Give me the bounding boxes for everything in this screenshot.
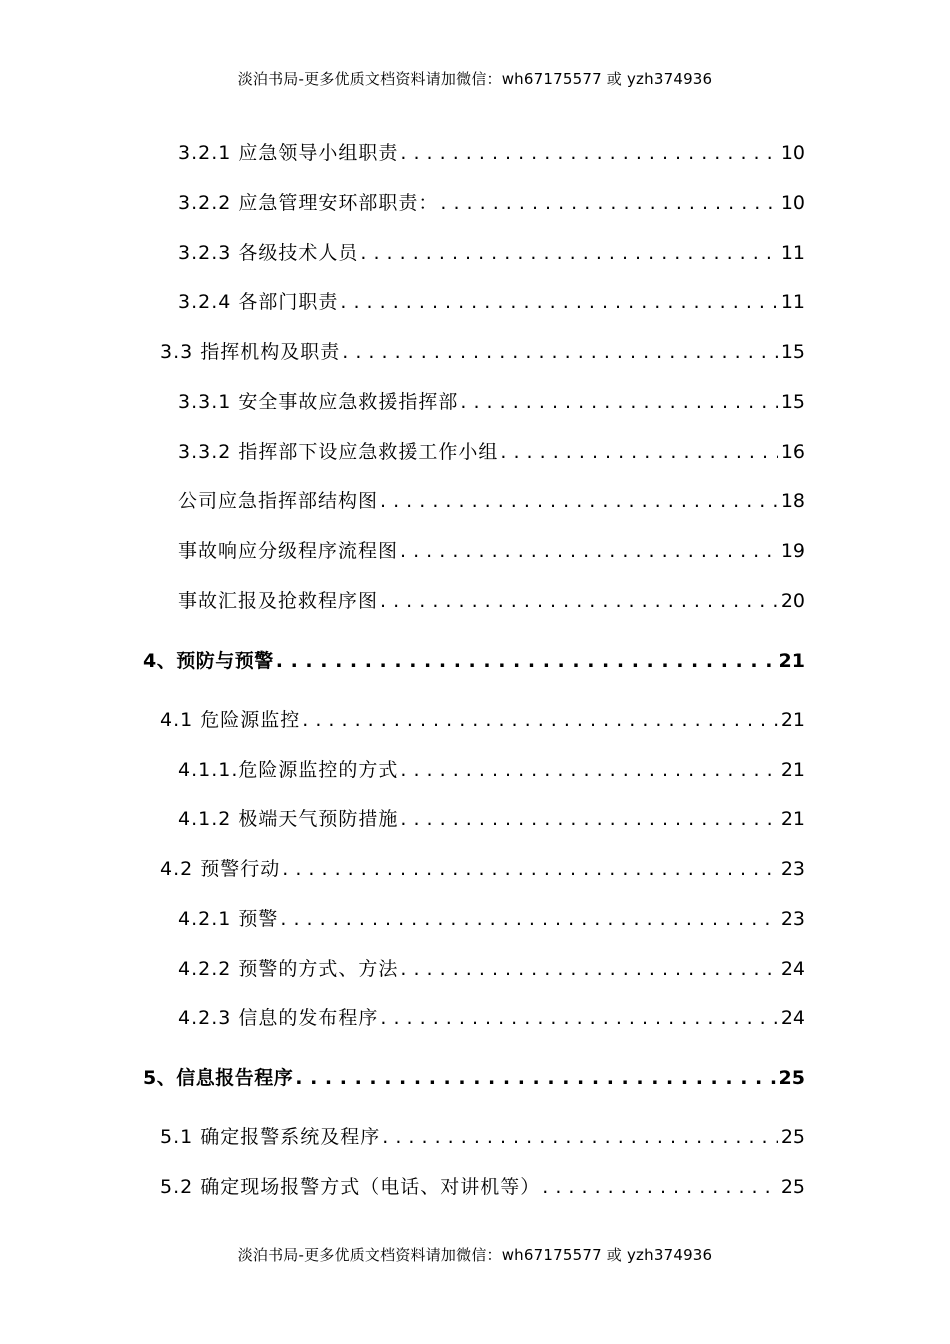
- toc-entry-title: 5、信息报告程序: [143, 1067, 294, 1089]
- toc-dot-leader: [340, 291, 777, 313]
- toc-dot-leader: [400, 540, 778, 562]
- footer-banner: 淡泊书局-更多优质文档资料请加微信：wh67175577 或 yzh374936: [237, 1246, 713, 1264]
- toc-dot-leader: [460, 391, 777, 413]
- toc-entry[interactable]: [178, 188, 805, 215]
- toc-entry[interactable]: [178, 804, 805, 831]
- toc-dot-leader: [500, 441, 777, 463]
- toc-dot-leader: [276, 650, 776, 672]
- toc-entry-title: 5.2 确定现场报警方式（电话、对讲机等）: [160, 1176, 541, 1198]
- toc-entry[interactable]: [143, 646, 805, 673]
- toc-entry[interactable]: [178, 586, 805, 613]
- toc-entry-title: 4.2.3 信息的发布程序: [178, 1007, 379, 1029]
- toc-dot-leader: [380, 490, 778, 512]
- toc-entry-title: 3.2.3 各级技术人员: [178, 242, 359, 264]
- toc-dot-leader: [440, 192, 777, 214]
- toc-entry-title: 5.1 确定报警系统及程序: [160, 1126, 381, 1148]
- toc-entry-title: 4、预防与预警: [143, 650, 274, 672]
- toc-entry-page-number: 11: [780, 291, 805, 313]
- toc-entry-page-number: 21: [778, 650, 805, 672]
- toc-dot-leader: [380, 590, 778, 612]
- toc-entry-title: 4.1.2 极端天气预防措施: [178, 808, 399, 830]
- toc-entry-page-number: 10: [780, 142, 805, 164]
- header-banner: 淡泊书局-更多优质文档资料请加微信：wh67175577 或 yzh374936: [237, 70, 713, 88]
- toc-entry-page-number: 24: [780, 958, 805, 980]
- toc-entry-title: 4.1 危险源监控: [160, 709, 301, 731]
- toc-entry-title: 3.3.1 安全事故应急救援指挥部: [178, 391, 459, 413]
- toc-dot-leader: [280, 908, 777, 930]
- toc-dot-leader: [382, 1126, 778, 1148]
- toc-entry-page-number: 24: [780, 1007, 805, 1029]
- toc-entry[interactable]: [178, 1003, 805, 1030]
- toc-dot-leader: [360, 242, 777, 264]
- toc-entry-page-number: 23: [780, 908, 805, 930]
- toc-dot-leader: [400, 808, 777, 830]
- toc-entry[interactable]: [160, 854, 805, 881]
- toc-entry[interactable]: [178, 954, 805, 981]
- toc-entry[interactable]: [178, 755, 805, 782]
- toc-entry-page-number: 21: [780, 759, 805, 781]
- toc-entry[interactable]: [178, 138, 805, 165]
- toc-entry[interactable]: [178, 437, 805, 464]
- toc-dot-leader: [400, 958, 777, 980]
- toc-dot-leader: [342, 341, 778, 363]
- toc-dot-leader: [380, 1007, 777, 1029]
- toc-dot-leader: [542, 1176, 778, 1198]
- toc-entry[interactable]: [160, 337, 805, 364]
- toc-entry-title: 4.2 预警行动: [160, 858, 281, 880]
- toc-entry[interactable]: [160, 1172, 805, 1199]
- toc-entry-title: 事故汇报及抢救程序图: [178, 590, 379, 612]
- toc-entry-page-number: 15: [780, 391, 805, 413]
- toc-entry-page-number: 21: [780, 709, 805, 731]
- toc-dot-leader: [295, 1067, 775, 1089]
- toc-entry-page-number: 10: [780, 192, 805, 214]
- toc-entry-title: 3.3 指挥机构及职责: [160, 341, 341, 363]
- toc-dot-leader: [282, 858, 778, 880]
- toc-entry[interactable]: [178, 287, 805, 314]
- toc-entry-page-number: 16: [780, 441, 805, 463]
- toc-dot-leader: [400, 142, 777, 164]
- toc-entry[interactable]: [178, 486, 805, 513]
- toc-entry-page-number: 25: [780, 1176, 805, 1198]
- toc-entry-page-number: 23: [780, 858, 805, 880]
- toc-entry[interactable]: [178, 536, 805, 563]
- toc-entry[interactable]: [143, 1063, 805, 1090]
- toc-entry[interactable]: [160, 705, 805, 732]
- toc-entry[interactable]: [160, 1122, 805, 1149]
- toc-entry-page-number: 18: [780, 490, 805, 512]
- toc-entry-page-number: 20: [780, 590, 805, 612]
- toc-entry-title: 4.2.1 预警: [178, 908, 279, 930]
- toc-entry-title: 3.2.2 应急管理安环部职责：: [178, 192, 439, 214]
- toc-entry-title: 3.2.4 各部门职责: [178, 291, 339, 313]
- toc-entry-page-number: 19: [780, 540, 805, 562]
- toc-entry-page-number: 25: [780, 1126, 805, 1148]
- toc-entry-title: 4.1.1.危险源监控的方式: [178, 759, 399, 781]
- toc-entry-page-number: 21: [780, 808, 805, 830]
- toc-entry-title: 4.2.2 预警的方式、方法: [178, 958, 399, 980]
- toc-dot-leader: [400, 759, 777, 781]
- toc-entry-title: 公司应急指挥部结构图: [178, 490, 379, 512]
- toc-entry[interactable]: [178, 387, 805, 414]
- toc-entry[interactable]: [178, 238, 805, 265]
- toc-entry-title: 3.2.1 应急领导小组职责: [178, 142, 399, 164]
- toc-entry-title: 事故响应分级程序流程图: [178, 540, 399, 562]
- toc-entry-title: 3.3.2 指挥部下设应急救援工作小组: [178, 441, 499, 463]
- toc-entry[interactable]: [178, 904, 805, 931]
- toc-entry-page-number: 25: [778, 1067, 805, 1089]
- toc-entry-page-number: 11: [780, 242, 805, 264]
- toc-dot-leader: [302, 709, 778, 731]
- toc-entry-page-number: 15: [780, 341, 805, 363]
